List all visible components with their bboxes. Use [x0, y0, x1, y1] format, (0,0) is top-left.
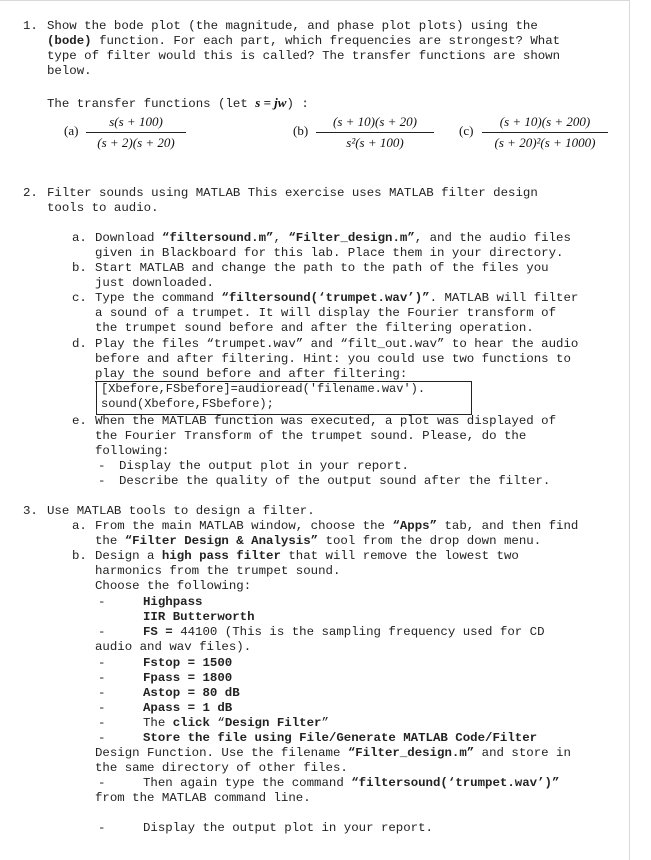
tf-c-label: (c) — [459, 123, 474, 138]
store-file-step: Store the file using File/Generate MATLAB Code/Filter — [143, 731, 538, 745]
q2-c-line-1: Type the command “filtersound(‘trumpet.wav’)”. MATLAB will filter — [95, 291, 579, 305]
page-right-border — [629, 0, 630, 860]
q2-e-bullet-1: Display the output plot in your report. — [119, 459, 409, 473]
bullet-dash: - — [98, 459, 106, 473]
option-astop: Astop = 80 dB — [143, 686, 240, 700]
q2-b-line-2: just downloaded. — [95, 276, 214, 290]
tf-c-fraction — [482, 114, 608, 151]
bullet-dash: - — [98, 595, 106, 609]
q2-e-line-2: the Fourier Transform of the trumpet sound. Please, do the — [95, 429, 527, 443]
tf-a-numerator: s(s + 100) — [86, 114, 186, 133]
q3-line-1: Use MATLAB tools to design a filter. — [47, 504, 315, 518]
tf-c-denominator: (s + 20)²(s + 1000) — [494, 135, 596, 150]
q2-a-line-2: given in Blackboard for this lab. Place them in your directory. — [95, 246, 564, 260]
option-fs-continued: audio and wav files). — [95, 640, 252, 654]
q2-number: 2. — [23, 186, 38, 200]
filter-design-tool-label: “Filter Design & Analysis” — [124, 534, 319, 548]
q2-c-marker: c. — [72, 291, 87, 305]
tf-b-numerator: (s + 10)(s + 20) — [316, 114, 434, 133]
q3-number: 3. — [23, 504, 38, 518]
q2-a-line-1: Download “filtersound.m”, “Filter_design.m”, and the audio files — [95, 231, 571, 245]
tf-c-numerator: (s + 10)(s + 200) — [482, 114, 608, 133]
q3-b-marker: b. — [72, 549, 87, 563]
bullet-dash: - — [98, 731, 106, 745]
q2-c-line-3: the trumpet sound before and after the filtering operation. — [95, 321, 534, 335]
store-file-line-3: the same directory of other files. — [95, 761, 348, 775]
tf-b-denominator: s²(s + 100) — [346, 135, 404, 150]
q2-line-2: tools to audio. — [47, 201, 159, 215]
bullet-dash: - — [98, 671, 106, 685]
q1-line-4: below. — [47, 64, 92, 78]
q3-b-line-3: Choose the following: — [95, 579, 252, 593]
q2-d-line-1: Play the files “trumpet.wav” and “filt_out.wav” to hear the audio — [95, 337, 579, 351]
code-line-sound: sound(Xbefore,FSbefore); — [101, 397, 274, 411]
bullet-dash: - — [98, 716, 106, 730]
option-fpass: Fpass = 1800 — [143, 671, 233, 685]
run-again-step: Then again type the command “filtersound(‘trumpet.wav’)” — [143, 776, 560, 790]
q3-a-line-1: From the main MATLAB window, choose the “Apps” tab, and then find — [95, 519, 579, 533]
tf-a-denominator: (s + 2)(s + 20) — [97, 135, 175, 150]
filter-design-file: “Filter_design.m” — [288, 231, 415, 245]
q1-line-3: type of filter would this is called? The transfer functions are shown — [47, 49, 561, 63]
q3-a-marker: a. — [72, 519, 87, 533]
bullet-dash: - — [98, 701, 106, 715]
q2-line-1: Filter sounds using MATLAB This exercise uses MATLAB filter design — [47, 186, 538, 200]
q3-b-line-1: Design a high pass filter that will remove the lowest two — [95, 549, 519, 563]
click-design-filter-step: The click “Design Filter” — [143, 716, 329, 730]
bullet-dash: - — [98, 474, 106, 488]
filtersound-file: “filtersound.m” — [161, 231, 274, 245]
q2-b-line-1: Start MATLAB and change the path to the path of the files you — [95, 261, 549, 275]
bullet-dash: - — [98, 656, 106, 670]
q1-line-2: (bode) function. For each part, which frequencies are strongest? What — [47, 34, 561, 48]
tf-b-fraction — [316, 114, 434, 151]
option-fs: FS = 44100 (This is the sampling frequency used for CD — [143, 625, 545, 639]
run-again-continued: from the MATLAB command line. — [95, 791, 311, 805]
store-file-continued: Design Function. Use the filename “Filter_design.m” and store in — [95, 746, 571, 760]
q1-line-1: Show the bode plot (the magnitude, and phase plot plots) using the — [47, 19, 538, 33]
code-line-audioread: [Xbefore,FSbefore]=audioread('filename.wav'). — [101, 382, 426, 396]
design-filter-label: Design Filter — [224, 716, 322, 730]
q2-e-bullet-2: Describe the quality of the output sound after the filter. — [119, 474, 551, 488]
filter-design-filename: “Filter_design.m” — [347, 746, 475, 760]
bullet-dash: - — [98, 625, 106, 639]
bullet-dash: - — [98, 686, 106, 700]
option-iir-butterworth: IIR Butterworth — [143, 610, 255, 624]
filtersound-command-again: “filtersound(‘trumpet.wav’)” — [351, 776, 560, 790]
option-apass: Apass = 1 dB — [143, 701, 233, 715]
transfer-functions-intro: The transfer functions (let s = jw) : — [47, 95, 309, 111]
bullet-dash: - — [98, 821, 106, 835]
q2-c-line-2: a sound of a trumpet. It will display the Fourier transform of — [95, 306, 557, 320]
bode-function-name: (bode) — [47, 34, 92, 48]
q2-b-marker: b. — [72, 261, 87, 275]
page-top-border — [0, 0, 629, 1]
q3-b-line-2: harmonics from the trumpet sound. — [95, 564, 341, 578]
q2-e-line-3: following: — [95, 444, 170, 458]
q2-e-marker: e. — [72, 414, 87, 428]
high-pass-filter-term: high pass filter — [161, 549, 281, 563]
q2-d-line-2: before and after filtering. Hint: you could use two functions to — [95, 352, 571, 366]
display-plot-step: Display the output plot in your report. — [143, 821, 433, 835]
option-highpass: Highpass — [143, 595, 203, 609]
q1-number: 1. — [23, 19, 38, 33]
filtersound-command: “filtersound(‘trumpet.wav’)” — [221, 291, 430, 305]
q2-e-line-1: When the MATLAB function was executed, a plot was displayed of — [95, 414, 557, 428]
q2-d-line-3: play the sound before and after filtering: — [95, 367, 408, 381]
tf-a-fraction — [86, 114, 186, 151]
tf-b-label: (b) — [293, 123, 309, 138]
bullet-dash: - — [98, 776, 106, 790]
apps-tab-label: “Apps” — [392, 519, 438, 533]
tf-a-label: (a) — [64, 123, 79, 138]
option-fstop: Fstop = 1500 — [143, 656, 233, 670]
q3-a-line-2: the “Filter Design & Analysis” tool from the drop down menu. — [95, 534, 542, 548]
q2-a-marker: a. — [72, 231, 87, 245]
q2-d-marker: d. — [72, 337, 87, 351]
